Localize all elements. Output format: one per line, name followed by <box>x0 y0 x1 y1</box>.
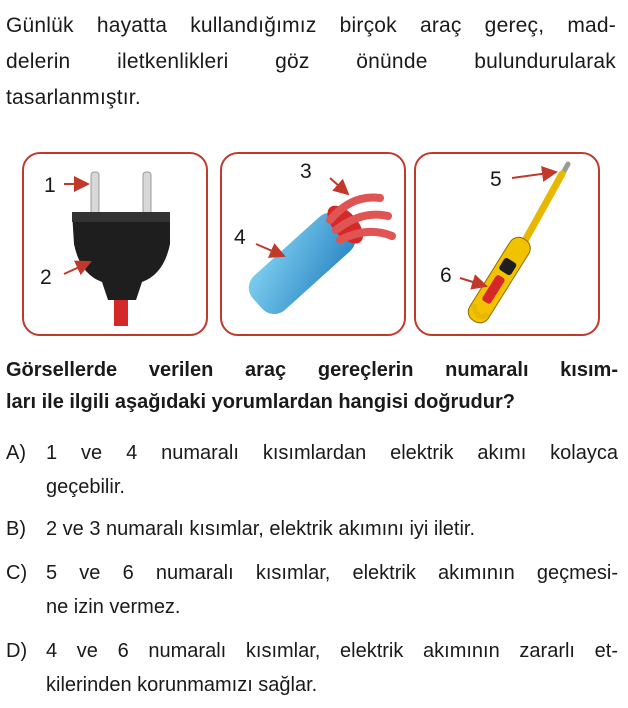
intro-line: tasarlanmıştır. <box>6 86 141 109</box>
option-letter: B) <box>6 518 26 540</box>
intro-paragraph <box>6 8 616 116</box>
option-text-line: 4 ve 6 numaralı kısımlar, elektrik akımının zararlı et- <box>46 640 618 662</box>
cable-panel <box>220 152 406 336</box>
option-d[interactable] <box>6 634 618 702</box>
option-text-line: 1 ve 4 numaralı kısımlardan elektrik akımı kolayca <box>46 442 618 464</box>
cable-icon <box>222 154 408 338</box>
label-4: 4 <box>234 226 246 249</box>
question-line: Görsellerde verilen araç gereçlerin numaralı kısım- <box>6 359 618 381</box>
option-text-line: 2 ve 3 numaralı kısımlar, elektrik akımını iyi iletir. <box>46 518 476 540</box>
screwdriver-panel <box>414 152 600 336</box>
plug-panel <box>22 152 208 336</box>
option-letter: D) <box>6 640 28 662</box>
option-letter: C) <box>6 562 28 584</box>
option-b[interactable] <box>6 512 618 546</box>
intro-line: Günlük hayatta kullandığımız birçok araç gereç, mad- <box>6 14 616 37</box>
label-3: 3 <box>300 160 312 183</box>
option-text-line: 5 ve 6 numaralı kısımlar, elektrik akımının geçmesi- <box>46 562 618 584</box>
option-letter: A) <box>6 442 26 464</box>
intro-line: delerin iletkenlikleri göz önünde bulundurularak <box>6 50 616 73</box>
option-c[interactable] <box>6 556 618 624</box>
label-5: 5 <box>490 168 502 191</box>
label-6: 6 <box>440 264 452 287</box>
option-a[interactable] <box>6 436 618 504</box>
label-2: 2 <box>40 266 52 289</box>
screwdriver-icon <box>416 154 602 338</box>
question-line: ları ile ilgili aşağıdaki yorumlardan hangisi doğrudur? <box>6 391 515 413</box>
option-text-line: ne izin vermez. <box>46 596 181 618</box>
option-text-line: kilerinden korunmamızı sağlar. <box>46 674 318 696</box>
label-1: 1 <box>44 174 56 197</box>
option-text-line: geçebilir. <box>46 476 125 498</box>
question-stem <box>6 354 618 418</box>
